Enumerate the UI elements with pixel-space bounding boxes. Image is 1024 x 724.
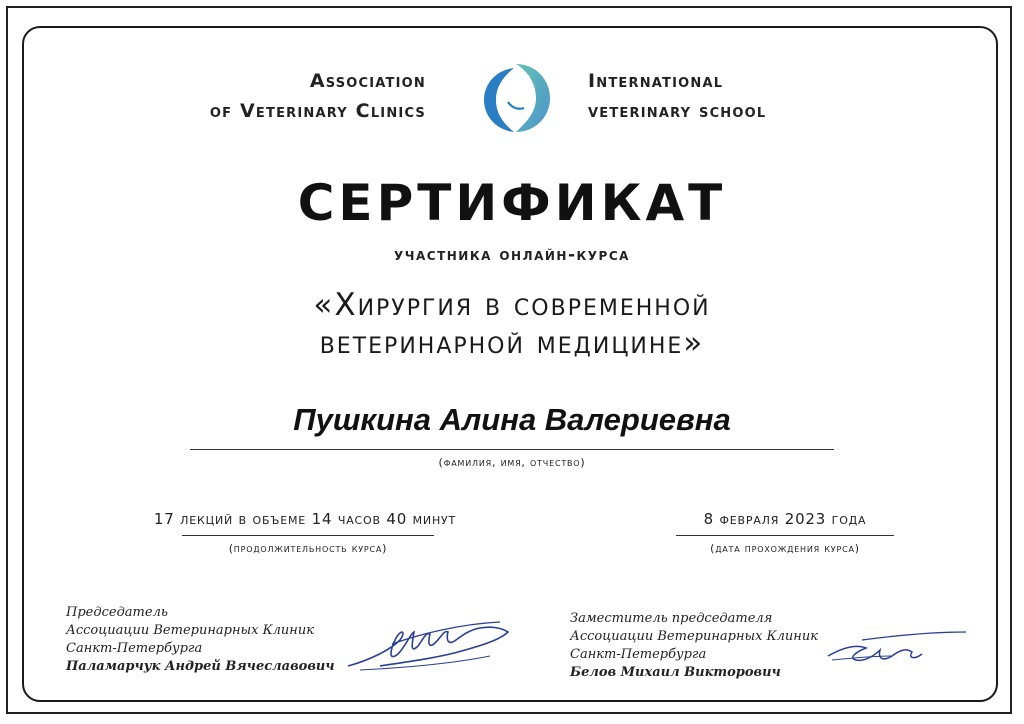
signer-right [570, 610, 818, 682]
recipient-name-underline [190, 449, 834, 450]
signer-right-role3: Санкт-Петербурга [570, 647, 707, 662]
org-right-line1: International [588, 70, 724, 92]
signer-left-role3: Санкт-Петербурга [66, 641, 203, 656]
signer-left [66, 604, 335, 676]
signer-left-role1: Председатель [66, 605, 168, 620]
signer-right-name: Белов Михаил Викторович [570, 665, 781, 680]
recipient-name: Пушкина Алина Валериевна [293, 402, 731, 437]
course-date-underline [676, 535, 894, 536]
signer-left-role2: Ассоциации Ветеринарных Клиник [66, 623, 314, 638]
org-left-line2: of Veterinary Clinics [209, 100, 426, 122]
signer-right-role1: Заместитель председателя [570, 611, 773, 626]
org-left [210, 66, 426, 126]
course-duration: 17 лекций в объеме 14 часов 40 минут [153, 510, 457, 528]
recipient-name-caption: (фамилия, имя, отчество) [438, 456, 586, 469]
course-title-line2: ветеринарной медицине» [319, 325, 705, 361]
signature-right-icon [822, 626, 972, 670]
signature-left-icon [340, 610, 520, 676]
org-right-line2: veterinary school [588, 100, 767, 122]
course-date: 8 февраля 2023 года [703, 510, 867, 528]
certificate-subtitle: участника онлайн-курса [394, 245, 630, 265]
course-title-line1: «Хирургия в современной [313, 287, 711, 323]
course-title [0, 286, 1024, 362]
org-right [588, 66, 766, 126]
course-duration-caption: (продолжительность курса) [228, 542, 388, 555]
signer-right-role2: Ассоциации Ветеринарных Клиник [570, 629, 818, 644]
course-duration-underline [182, 535, 434, 536]
signer-left-name: Паламарчук Андрей Вячеславович [66, 659, 335, 674]
course-date-caption: (дата прохождения курса) [710, 542, 860, 555]
org-left-line1: Association [309, 70, 426, 92]
logo-icon [478, 58, 554, 138]
certificate-title: СЕРТИФИКАТ [297, 174, 727, 232]
